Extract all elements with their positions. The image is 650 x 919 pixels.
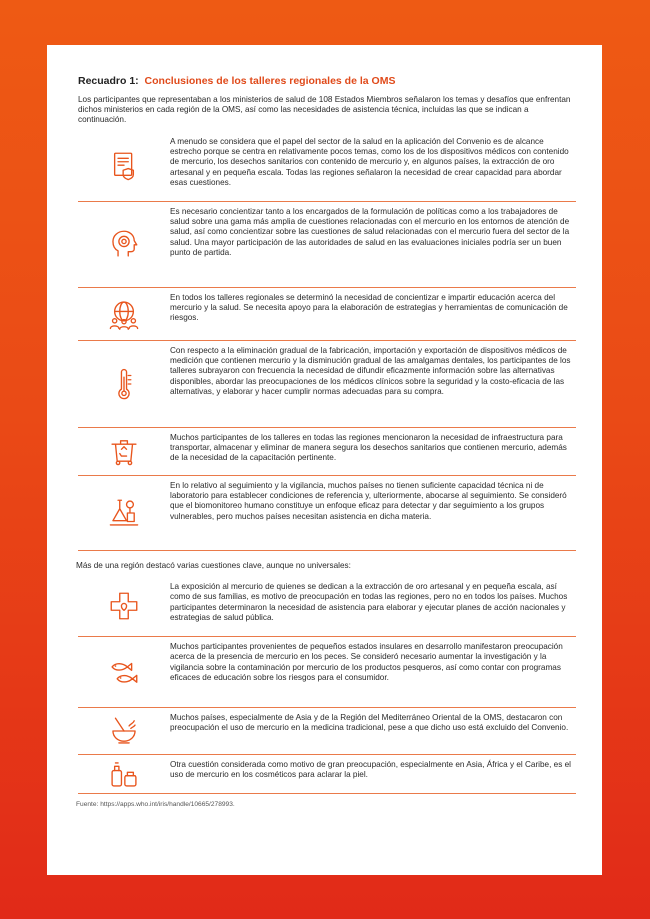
item-text: Otra cuestión considerada como motivo de gran preocupación, especialmente en Asia, África y el Caribe, es el uso de mercurio en los cosméticos para aclarar la piel.	[170, 759, 571, 780]
fish-icon	[78, 637, 170, 707]
list-item	[78, 755, 576, 794]
list-item	[78, 132, 576, 202]
source-note: Fuente: https://apps.who.int/iris/handle/10665/278993.	[76, 800, 235, 808]
section-note: Más de una región destacó varias cuestiones clave, aunque no universales:	[76, 560, 351, 570]
item-text: Muchos participantes provenientes de pequeños estados insulares en desarrollo manifestaron preocupación acerca de la presencia de mercurio en los peces. Se consideró necesario aumentar la investigación y la vigilancia sobre la contaminación por mercurio de los productos pesqueros, así como contar con programas eficaces de educación sobre los riesgos para el consumidor.	[170, 641, 563, 682]
list-item	[78, 637, 576, 708]
item-text: Con respecto a la eliminación gradual de la fabricación, importación y exportación de dispositivos médicos de medición que contienen mercurio y la disminución gradual de las amalgamas dentales, los participantes de los talleres subrayaron con frecuencia la necesidad de difundir eficazmente información sobre las alternativas disponibles, abordar las preocupaciones de los médicos clínicos sobre la seguridad y la costo-eficacia de las alternativas, y elaborar y hacer cumplir normas adecuadas para su compra.	[170, 345, 571, 396]
item-text: Muchos países, especialmente de Asia y de la Región del Mediterráneo Oriental de la OMS, destacaron con preocupación el uso de mercurio en la medicina tradicional, pese a que dicho uso está excluido del Convenio.	[170, 712, 569, 733]
head-target-icon	[78, 202, 170, 287]
mortar-pestle-icon	[78, 708, 170, 754]
laboratory-icon	[78, 476, 170, 550]
box-label: Recuadro 1:	[78, 75, 139, 87]
item-text: Es necesario concientizar tanto a los encargados de la formulación de políticas como a los trabajadores de salud sobre una gama más amplia de cuestiones relacionadas con el mercurio en los entornos de atención de salud, así como concientizar sobre las cuestiones de salud relacionadas con el mercurio fuera del sector de la salud. Una mayor participación de las autoridades de salud en las evaluaciones iniciales podría ser un buen punto de partida.	[170, 206, 570, 257]
box-title-text: Conclusiones de los talleres regionales de la OMS	[144, 75, 396, 87]
item-text: A menudo se considera que el papel del sector de la salud en la aplicación del Convenio es de alcance estrecho porque se centra en relativamente pocos temas, como los de los dispositivos médicos con contenido de mercurio, los desechos sanitarios con contenido de mercurio y, en algunos países, la extracción de oro artesanal y en pequeña escala. Todas las regiones señalaron la necesidad de crear capacidad para abordar esas cuestiones.	[170, 136, 569, 187]
item-text: La exposición al mercurio de quienes se dedican a la extracción de oro artesanal y en pequeña escala, así como de sus familias, es motivo de preocupación en todas las regiones, pero no en todos los países. Muchos participantes determinaron la necesidad de asistencia para elaborar y ejecutar planes de acción nacionales y estrategias de salud pública.	[170, 581, 568, 622]
content-box	[47, 45, 602, 875]
item-text: Muchos participantes de los talleres en todas las regiones mencionaron la necesidad de infraestructura para transportar, almacenar y eliminar de manera segura los desechos sanitarios que contienen mercurio, además de la necesidad de la capacitación pertinente.	[170, 432, 567, 463]
item-text: En todos los talleres regionales se determinó la necesidad de concientizar e impartir educación acerca del mercurio y la salud. Se necesita apoyo para la elaboración de estrategias y herramientas de comunicación de riesgos.	[170, 292, 568, 323]
thermometer-icon	[78, 341, 170, 427]
list-item	[78, 577, 576, 637]
item-text: En lo relativo al seguimiento y la vigilancia, muchos países no tienen suficiente capacidad técnica ni de laboratorio para establecer condiciones de referencia y, ulteriormente, abocarse al seguimiento. Se consideró que el biomonitoreo humano constituye un enfoque eficaz para detectar y dar seguimiento a los grupos vulnerables, pero muchos países necesitan asistencia en dicha materia.	[170, 480, 567, 521]
medical-cross-icon	[78, 577, 170, 636]
list-item	[78, 288, 576, 341]
list-item	[78, 708, 576, 755]
cosmetics-icon	[78, 755, 170, 793]
recycling-bin-icon	[78, 428, 170, 475]
list-item	[78, 476, 576, 551]
list-item	[78, 341, 576, 428]
intro-paragraph: Los participantes que representaban a los ministerios de salud de 108 Estados Miembros señalaron los temas y desafíos que enfrentan dichos ministerios en cada región de la OMS, así como las necesidades de asistencia técnica, incluidas las que se indican a continuación.	[78, 95, 571, 125]
document-shield-icon	[78, 132, 170, 201]
list-item	[78, 428, 576, 476]
globe-people-icon	[78, 288, 170, 340]
box-title	[78, 75, 576, 87]
list-item	[78, 202, 576, 288]
